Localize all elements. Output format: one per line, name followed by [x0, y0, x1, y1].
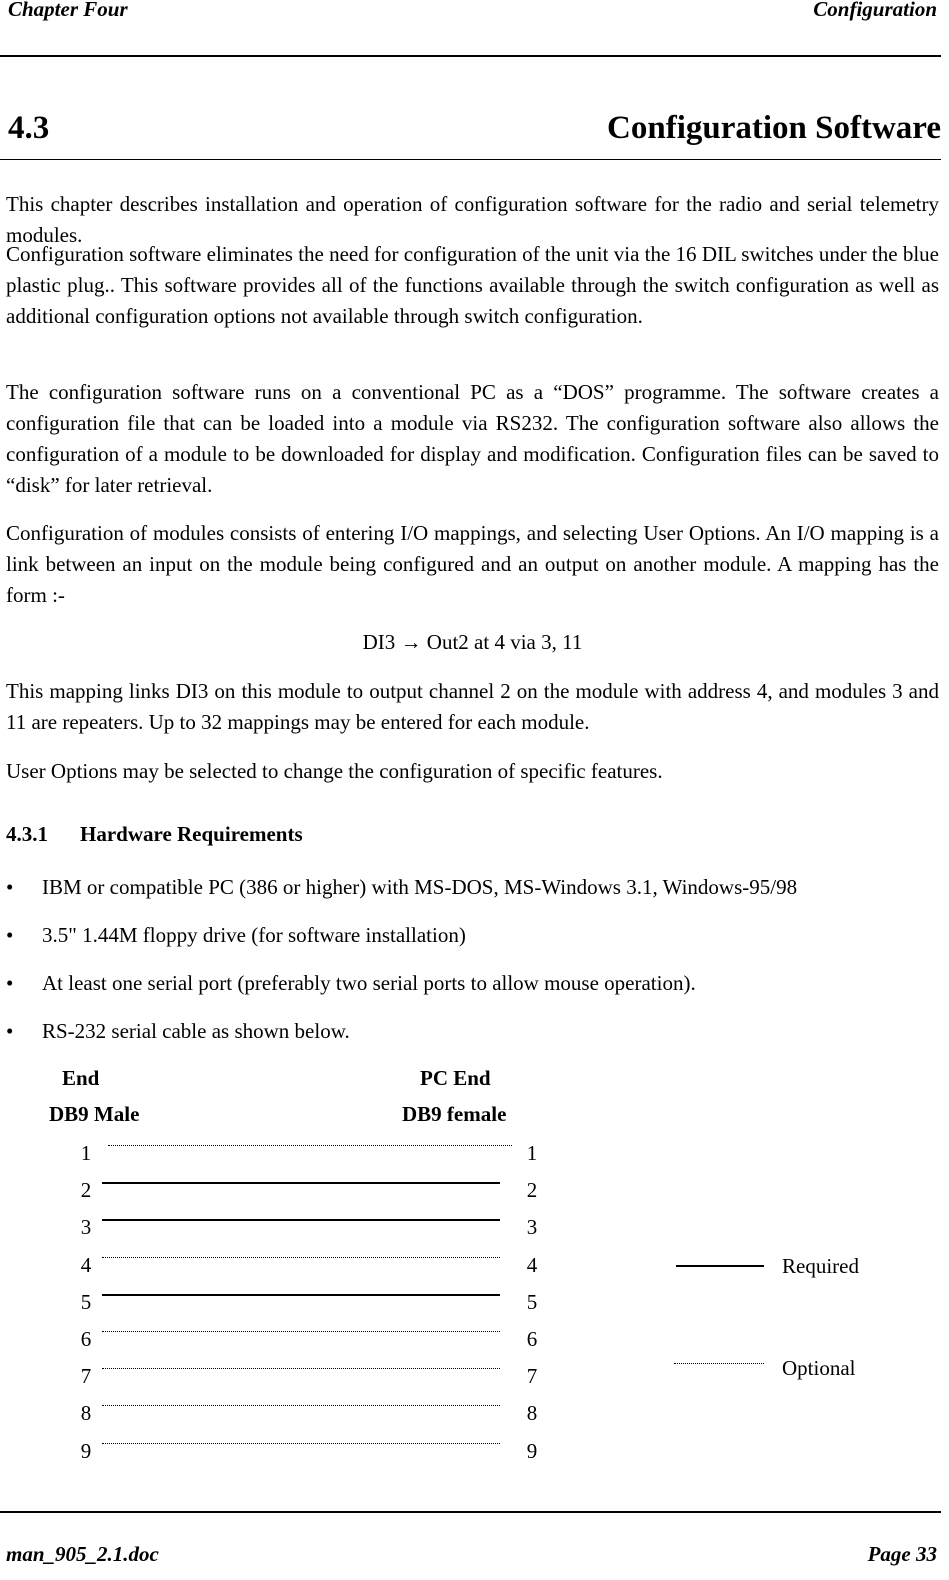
paragraph-intro: This chapter describes installation and operation of configuration software for the radio and serial telemetry modules.	[6, 192, 939, 247]
bullet-symbol: •	[6, 923, 14, 947]
legend-required-line	[676, 1265, 764, 1267]
bullet-text: RS-232 serial cable as shown below.	[42, 1019, 350, 1043]
optional-wire	[102, 1368, 500, 1369]
header-section-name: Configuration	[813, 0, 937, 21]
bullet-text: IBM or compatible PC (386 or higher) with MS-DOS, MS-Windows 3.1, Windows-95/98	[42, 875, 798, 899]
bullet-symbol: •	[6, 1019, 14, 1043]
right-pin-number: 3	[526, 1215, 538, 1239]
bullet-text: 3.5" 1.44M floppy drive (for software installation)	[42, 923, 466, 947]
optional-wire	[102, 1257, 500, 1258]
right-connector-type: DB9 female	[402, 1102, 507, 1126]
bullet-item	[6, 872, 797, 903]
right-pin-number: 1	[526, 1141, 538, 1165]
left-connector-type: DB9 Male	[49, 1102, 140, 1126]
optional-wire	[108, 1145, 512, 1146]
legend-required-label: Required	[782, 1254, 859, 1278]
footer-page-number: Page 33	[867, 1542, 937, 1566]
subsection-title: Hardware Requirements	[80, 822, 303, 846]
bullet-item	[6, 920, 466, 951]
right-pin-number: 4	[526, 1253, 538, 1277]
section-number: 4.3	[8, 110, 50, 146]
left-pin-number: 9	[80, 1439, 92, 1463]
bullet-symbol: •	[6, 875, 14, 899]
section-title: Configuration Software	[607, 110, 941, 146]
optional-wire	[102, 1405, 500, 1406]
bullet-item	[6, 968, 696, 999]
left-pin-number: 3	[80, 1215, 92, 1239]
right-pin-number: 8	[526, 1401, 538, 1425]
left-pin-number: 2	[80, 1178, 92, 1202]
required-wire	[102, 1219, 500, 1221]
right-pin-number: 2	[526, 1178, 538, 1202]
header-chapter: Chapter Four	[8, 0, 128, 21]
right-pin-number: 9	[526, 1439, 538, 1463]
right-pin-number: 5	[526, 1290, 538, 1314]
paragraph-user-options: User Options may be selected to change the configuration of specific features.	[6, 759, 663, 783]
legend-optional-line	[674, 1363, 764, 1364]
left-pin-number: 1	[80, 1141, 92, 1165]
paragraph-eliminates: Configuration software eliminates the need for configuration of the unit via the 16 DIL switches under the blue plastic plug.. This software provides all of the functions available through the switch configuration as well as additional configuration options not available through switch configuration.	[6, 242, 939, 328]
paragraph-mappings: Configuration of modules consists of entering I/O mappings, and selecting User Options. An I/O mapping is a link between an input on the module being configured and an output on another module. A mapping has the form :-	[6, 521, 939, 607]
left-pin-number: 8	[80, 1401, 92, 1425]
optional-wire	[102, 1331, 500, 1332]
paragraph-mapping-explained: This mapping links DI3 on this module to output channel 2 on the module with address 4, and modules 3 and 11 are repeaters. Up to 32 mappings may be entered for each module.	[6, 679, 939, 734]
left-pin-number: 5	[80, 1290, 92, 1314]
right-pin-number: 7	[526, 1364, 538, 1388]
section-rule	[0, 159, 941, 160]
required-wire	[102, 1182, 500, 1184]
left-connector-heading: End	[62, 1066, 100, 1090]
mapping-example: DI3 → Out2 at 4 via 3, 11	[362, 630, 583, 654]
bullet-item	[6, 1016, 350, 1047]
bullet-symbol: •	[6, 971, 14, 995]
header-rule	[0, 55, 941, 57]
required-wire	[102, 1294, 500, 1296]
footer-filename: man_905_2.1.doc	[6, 1542, 159, 1566]
bullet-text: At least one serial port (preferably two serial ports to allow mouse operation).	[42, 971, 696, 995]
left-pin-number: 4	[80, 1253, 92, 1277]
legend-optional-label: Optional	[782, 1356, 856, 1380]
right-pin-number: 6	[526, 1327, 538, 1351]
left-pin-number: 6	[80, 1327, 92, 1351]
optional-wire	[102, 1443, 500, 1444]
footer-rule	[0, 1511, 941, 1513]
subsection-number: 4.3.1	[6, 822, 48, 846]
paragraph-dos: The configuration software runs on a conventional PC as a “DOS” programme. The software creates a configuration file that can be loaded into a module via RS232. The configuration software also allows the configuration of a module to be downloaded for display and modification. Configuration files can be saved to “disk” for later retrieval.	[6, 380, 939, 497]
left-pin-number: 7	[80, 1364, 92, 1388]
right-connector-heading: PC End	[420, 1066, 491, 1090]
